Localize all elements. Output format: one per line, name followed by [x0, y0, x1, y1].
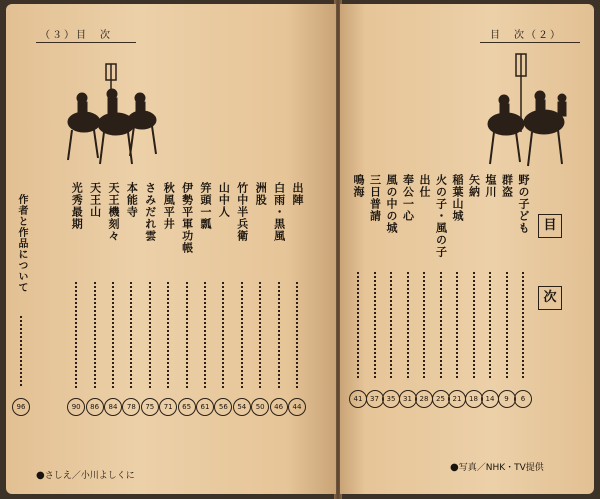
- toc-entry-title: 笄頭一瓢: [199, 182, 212, 230]
- toc-entry-title: 山中人: [217, 182, 231, 218]
- toc-entry-page: 6: [514, 390, 532, 408]
- toc-leader-dots: [222, 282, 226, 388]
- toc-entry-title: 白雨・黒風: [272, 182, 286, 242]
- toc-entry-page: 78: [122, 398, 140, 416]
- box-label-ji: 次: [538, 286, 562, 310]
- toc-entry-title: 光秀最期: [70, 182, 84, 230]
- toc-entry-title: 本能寺: [125, 182, 139, 218]
- toc-leader-dots: [149, 282, 153, 388]
- toc-entry-title: 秋風平井: [162, 182, 176, 230]
- toc-entry-page: 14: [481, 390, 499, 408]
- toc-entry-title: 群盗: [500, 174, 514, 198]
- toc-leader-dots: [75, 282, 79, 388]
- bullet-icon: ●: [450, 462, 459, 473]
- toc-entry-page: 86: [86, 398, 104, 416]
- right-header-rule: [480, 42, 580, 43]
- toc-leader-dots: [112, 282, 116, 388]
- toc-entry-title: 火の子・風の子: [434, 174, 448, 258]
- toc-entry-page: 44: [288, 398, 306, 416]
- toc-entry-title: 鳴海: [352, 174, 365, 198]
- toc-entry-page: 21: [448, 390, 466, 408]
- toc-entry-page: 54: [233, 398, 251, 416]
- toc-entry-title: 風の中の城: [385, 174, 398, 234]
- toc-entry-title: 奉公一心: [401, 174, 415, 222]
- samurai-banner-riders-illustration: [478, 52, 578, 172]
- toc-leader-dots: [278, 282, 282, 388]
- toc-entry-page: 61: [196, 398, 214, 416]
- toc-leader-dots: [374, 272, 378, 378]
- toc-leader-dots: [407, 272, 411, 378]
- toc-entry-title: 稲葉山城: [451, 174, 464, 222]
- toc-entry-title: 伊勢平軍功帳: [180, 182, 194, 254]
- toc-entry-title: 天王山: [88, 182, 102, 218]
- toc-entry-page: 84: [104, 398, 122, 416]
- toc-entry-title: 野の子ども: [517, 174, 530, 234]
- toc-leader-dots: [423, 272, 427, 378]
- toc-leader-dots: [489, 272, 493, 378]
- left-page: [6, 4, 336, 494]
- right-page-header: 目 次（２）: [490, 30, 562, 41]
- samurai-riders-illustration: [54, 60, 164, 168]
- toc-entry-page: 35: [382, 390, 400, 408]
- toc-entry-page: 46: [270, 398, 288, 416]
- toc-entry-page: 28: [415, 390, 433, 408]
- toc-entry-title: 天王機刻々: [107, 182, 120, 242]
- toc-leader-dots: [506, 272, 510, 378]
- toc-entry-page: 18: [465, 390, 483, 408]
- toc-leader-dots: [94, 282, 98, 388]
- right-page-footer: ●写真／NHK・TV提供: [450, 462, 544, 473]
- toc-leader-dots: [204, 282, 208, 388]
- toc-entry-title: 矢納: [467, 174, 481, 198]
- left-page-header: （３）目 次: [40, 30, 112, 41]
- toc-leader-dots: [259, 282, 263, 388]
- toc-entry-page: 65: [178, 398, 196, 416]
- toc-entry-title: 洲股: [254, 182, 268, 206]
- toc-leader-dots: [186, 282, 190, 388]
- toc-leader-dots: [473, 272, 477, 378]
- toc-entry-title: 出陣: [291, 182, 304, 206]
- toc-leader-dots: [130, 282, 134, 388]
- author-note-leader: [20, 316, 24, 386]
- toc-entry-page: 90: [67, 398, 85, 416]
- toc-entry-page: 25: [432, 390, 450, 408]
- toc-leader-dots: [440, 272, 444, 378]
- toc-entry-page: 75: [141, 398, 159, 416]
- toc-entry-title: さみだれ雲: [143, 182, 157, 242]
- toc-entry-title: 竹中半兵衛: [235, 182, 249, 242]
- toc-leader-dots: [167, 282, 171, 388]
- toc-entry-page: 56: [214, 398, 232, 416]
- author-note-page: 96: [12, 398, 30, 416]
- toc-entry-page: 41: [349, 390, 367, 408]
- toc-leader-dots: [390, 272, 394, 378]
- left-header-rule: [36, 42, 136, 43]
- toc-entry-title: 塩川: [484, 174, 497, 198]
- toc-entry-title: 三日普請: [368, 174, 382, 222]
- toc-entry-page: 31: [399, 390, 417, 408]
- toc-leader-dots: [357, 272, 361, 378]
- box-label-moku: 目: [538, 214, 562, 238]
- toc-leader-dots: [241, 282, 245, 388]
- toc-leader-dots: [296, 282, 300, 388]
- author-note-title: 作者と作品について: [16, 194, 27, 293]
- toc-entry-page: 71: [159, 398, 177, 416]
- left-page-footer: ●さしえ／小川よしくに: [36, 470, 135, 481]
- toc-entry-title: 出仕: [418, 174, 431, 198]
- bullet-icon: ●: [36, 470, 45, 481]
- toc-entry-page: 9: [498, 390, 516, 408]
- toc-entry-page: 37: [366, 390, 384, 408]
- right-page: [340, 4, 594, 494]
- toc-leader-dots: [456, 272, 460, 378]
- toc-entry-page: 50: [251, 398, 269, 416]
- toc-leader-dots: [522, 272, 526, 378]
